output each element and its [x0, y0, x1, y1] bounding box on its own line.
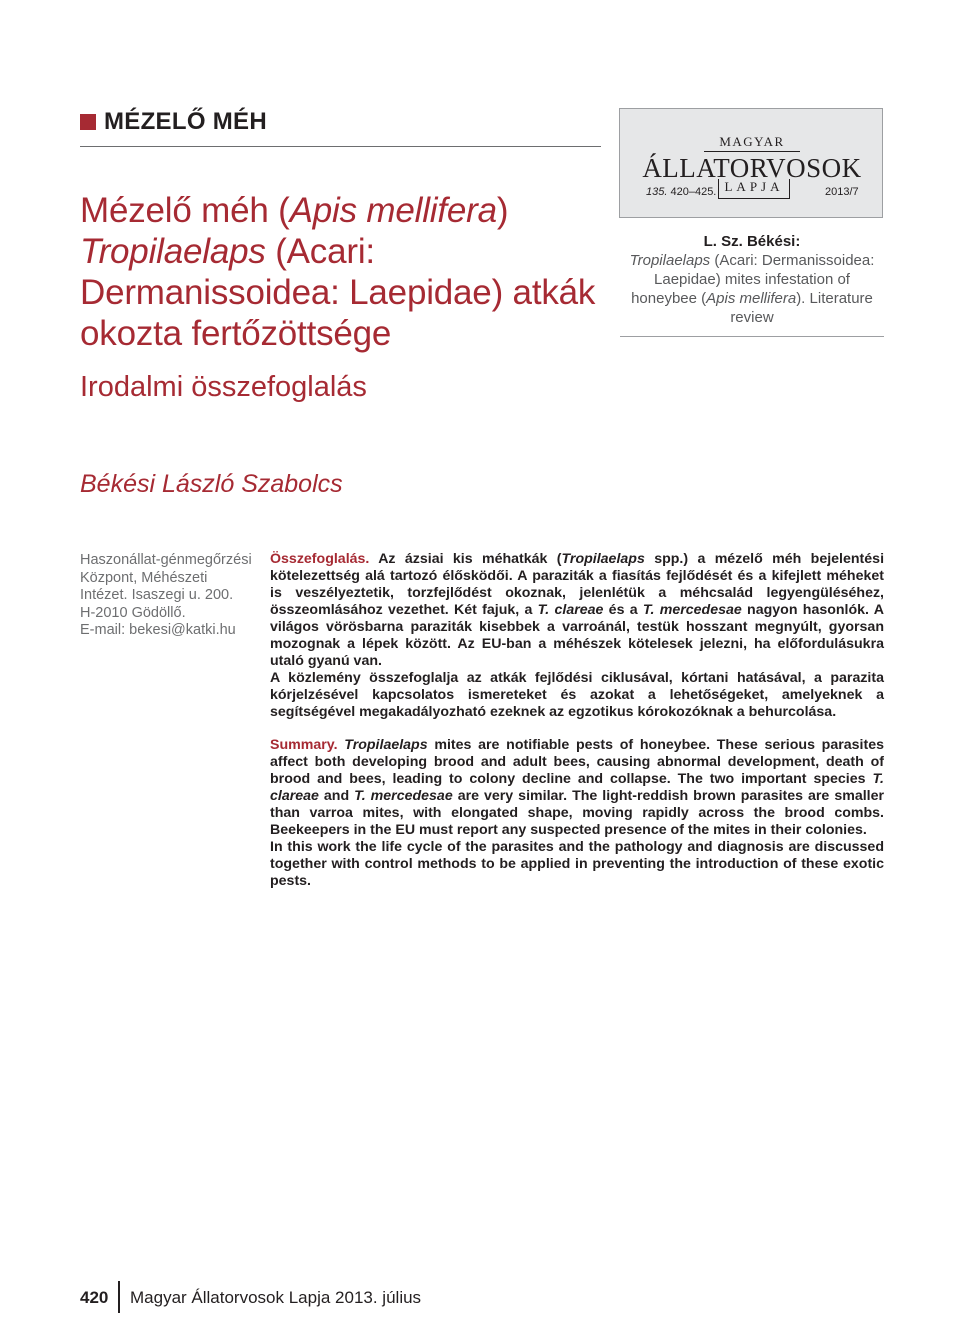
article-subtitle: Irodalmi összefoglalás: [80, 371, 367, 403]
summary-italic: Tropilaelaps: [344, 737, 428, 753]
english-ref-author: L. Sz. Békési:: [703, 233, 801, 250]
author-name: Békési László Szabolcs: [80, 470, 343, 498]
affiliation-email: E-mail: bekesi@katki.hu: [80, 622, 236, 638]
abstract-italic: T. clareae: [537, 602, 604, 618]
title-part: Mézelő méh (: [80, 191, 290, 230]
english-ref-text: ). Literature review: [730, 290, 873, 326]
summary-italic: T. clareae: [270, 771, 884, 804]
page-number: 420: [80, 1288, 109, 1307]
title-part: ): [496, 191, 509, 230]
title-part: (Acari: Dermanissoidea: Laepidae) atkák okozta fertőzöttsége: [80, 232, 596, 353]
section-divider: [80, 146, 601, 147]
abstract-paragraph: A közlemény összefoglalja az atkák fejlődési ciklusával, kórtani hatásával, a parazita kórjelzésével kapcsolatos ismereteket és azokat a lehetőségeket, amelyeknek a segítségével megakadályozható ezeknek az egzotikus kórokozóknak a behurcolása.: [270, 670, 884, 720]
journal-issue: 2013/7: [825, 186, 859, 198]
english-abstract: [270, 737, 884, 890]
abstract-lead: Összefoglalás.: [270, 551, 370, 567]
hungarian-abstract: [270, 551, 884, 721]
footer-divider: [118, 1281, 120, 1313]
journal-logo-lapja: LAPJA: [724, 179, 784, 194]
abstract-text: spp.) a mézelő méh bejelentési kötelezettség alá tartozó élősködői. A paraziták a fiasítás fejlődését és a kifejlett méheket is veszélyeztetik, torzfejlődést okoznak, jelenlétük a méhcsalád legyengüléséhez, összeomlásához vezethet. Két fajuk, a: [270, 551, 885, 618]
summary-text: and: [318, 788, 355, 804]
journal-volume: 135.: [646, 186, 668, 198]
author-affiliation: [80, 552, 255, 640]
english-ref-text: (Acari: Dermanissoidea: Laepidae) mites infestation of honeybee (: [631, 252, 875, 307]
affiliation-line: H-2010 Gödöllő.: [80, 604, 186, 621]
abstract-text: nagyon hasonlók. A világos vörösbarna paraziták kisebbek a varroánál, testük hosszant megnyúlt, gyorsan mozognak a lépek között. Az EU-ban a méhészek kötelesek jelezni, ha előfordulásukra utaló gyanú van.: [270, 602, 884, 669]
affiliation-line: Haszonállat-génmegőrzési: [80, 552, 252, 568]
abstract-paragraph: [270, 551, 884, 670]
summary-paragraph: [270, 737, 884, 839]
affiliation-line: Központ, Méhészeti: [80, 569, 208, 586]
journal-logo-magyar: MAGYAR: [719, 134, 785, 149]
reference-divider: [620, 336, 884, 337]
summary-paragraph: In this work the life cycle of the parasites and the pathology and diagnosis are discussed together with control methods to be applied in preventing the introduction of these exotic pests.: [270, 839, 884, 889]
english-ref-italic: Tropilaelaps: [629, 252, 711, 269]
section-label: MÉZELŐ MÉH: [104, 108, 267, 135]
summary-text: mites are notifiable pests of honeybee. These serious parasites affect both developing brood and adult bees, causing abnormal development, death of brood and bees, leading to colony decline and collapse. The two important species: [270, 737, 884, 787]
title-italic-genus: Tropilaelaps: [80, 232, 266, 271]
abstract-italic: Tropilaelaps: [561, 551, 645, 567]
article-title: [80, 190, 620, 354]
summary-text: are very similar. The light-reddish brown parasites are smaller than varroa mites, with elongated shape, moving rapidly across the brood combs. Beekeepers in the EU must report any suspected presence of the mites in their colonies.: [270, 788, 885, 838]
journal-volume-pages: [646, 186, 716, 198]
title-italic-species: Apis mellifera: [289, 191, 497, 230]
journal-pages: 420–425.: [670, 186, 717, 198]
footer-journal-name: Magyar Állatorvosok Lapja 2013. július: [130, 1288, 422, 1307]
journal-logo-main: ÁLLATORVOSOK: [642, 153, 862, 183]
abstract-text: Az ázsiai kis méhatkák (: [369, 551, 562, 567]
section-header: [80, 108, 267, 136]
journal-logo-box: [619, 108, 883, 218]
abstract-text: és a: [603, 602, 643, 618]
english-ref-italic: Apis mellifera: [706, 290, 797, 307]
abstract-italic: T. mercedesae: [642, 602, 742, 618]
section-square-icon: [80, 114, 96, 130]
english-reference: [620, 232, 884, 327]
summary-lead: Summary.: [270, 737, 338, 753]
journal-logo-rule: [704, 151, 800, 152]
affiliation-line: Intézet. Isaszegi u. 200.: [80, 587, 234, 603]
summary-italic: T. mercedesae: [354, 788, 453, 804]
